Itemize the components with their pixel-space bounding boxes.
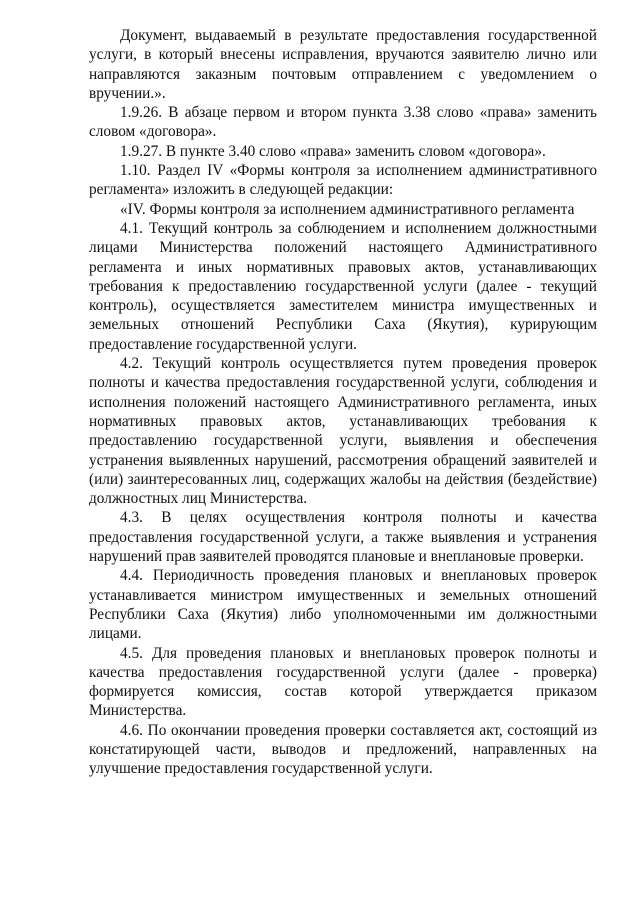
paragraph-4-5: 4.5. Для проведения плановых и внеплановых проверок полноты и качества предоставления государственной услуги (далее - проверка) формируется комиссия, состав которой утверждается приказом Министерства. bbox=[89, 644, 597, 720]
paragraph-1-10: 1.10. Раздел IV «Формы контроля за исполнением административного регламента» изложить в следующей редакции: bbox=[89, 162, 597, 199]
paragraph-delivery-of-document: Документ, выдаваемый в результате предоставления государственной услуги, в который внесены исправления, вручаются заявителю лично или направляются заказным почтовым отправлением с уведомлением о вручении.». bbox=[89, 27, 597, 102]
document-body bbox=[89, 26, 597, 779]
paragraph-4-6: 4.6. По окончании проведения проверки составляется акт, состоящий из констатирующей части, выводов и предложений, направленных на улучшение предоставления государственной услуги. bbox=[89, 721, 597, 778]
paragraph-4-1: 4.1. Текущий контроль за соблюдением и исполнением должностными лицами Министерства положений настоящего Административного регламента и иных нормативных правовых актов, устанавливающих требования к предоставлению государственной услуги (далее - текущий контроль), осуществляется заместителем министра имущественных и земельных отношений Республики Саха (Якутия), курирующим предоставление государственной услуги. bbox=[89, 219, 597, 353]
paragraph-1-9-26: 1.9.26. В абзаце первом и втором пункта 3.38 слово «права» заменить словом «договора». bbox=[89, 104, 597, 141]
section-heading-iv: «IV. Формы контроля за исполнением административного регламента bbox=[120, 200, 575, 218]
paragraph-1-9-27: 1.9.27. В пункте 3.40 слово «права» заменить словом «договора». bbox=[120, 142, 546, 160]
paragraph-4-4: 4.4. Периодичность проведения плановых и внеплановых проверок устанавливается министром имущественных и земельных отношений Республики Саха (Якутия) либо уполномоченными им должностными лицами. bbox=[89, 567, 597, 643]
paragraph-4-3: 4.3. В целях осуществления контроля полноты и качества предоставления государственной услуги, а также выявления и устранения нарушений прав заявителей проводятся плановые и внеплановые проверки. bbox=[89, 509, 597, 566]
paragraph-4-2: 4.2. Текущий контроль осуществляется путем проведения проверок полноты и качества предоставления государственной услуги, соблюдения и исполнения положений настоящего Административного регламента, иных нормативных правовых актов, устанавливающих требования к предоставлению государственной услуги, выявления и обеспечения устранения выявленных нарушений, рассмотрения обращений заявителей и (или) заинтересованных лиц, содержащих жалобы на действия (бездействие) должностных лиц Министерства. bbox=[89, 355, 597, 508]
